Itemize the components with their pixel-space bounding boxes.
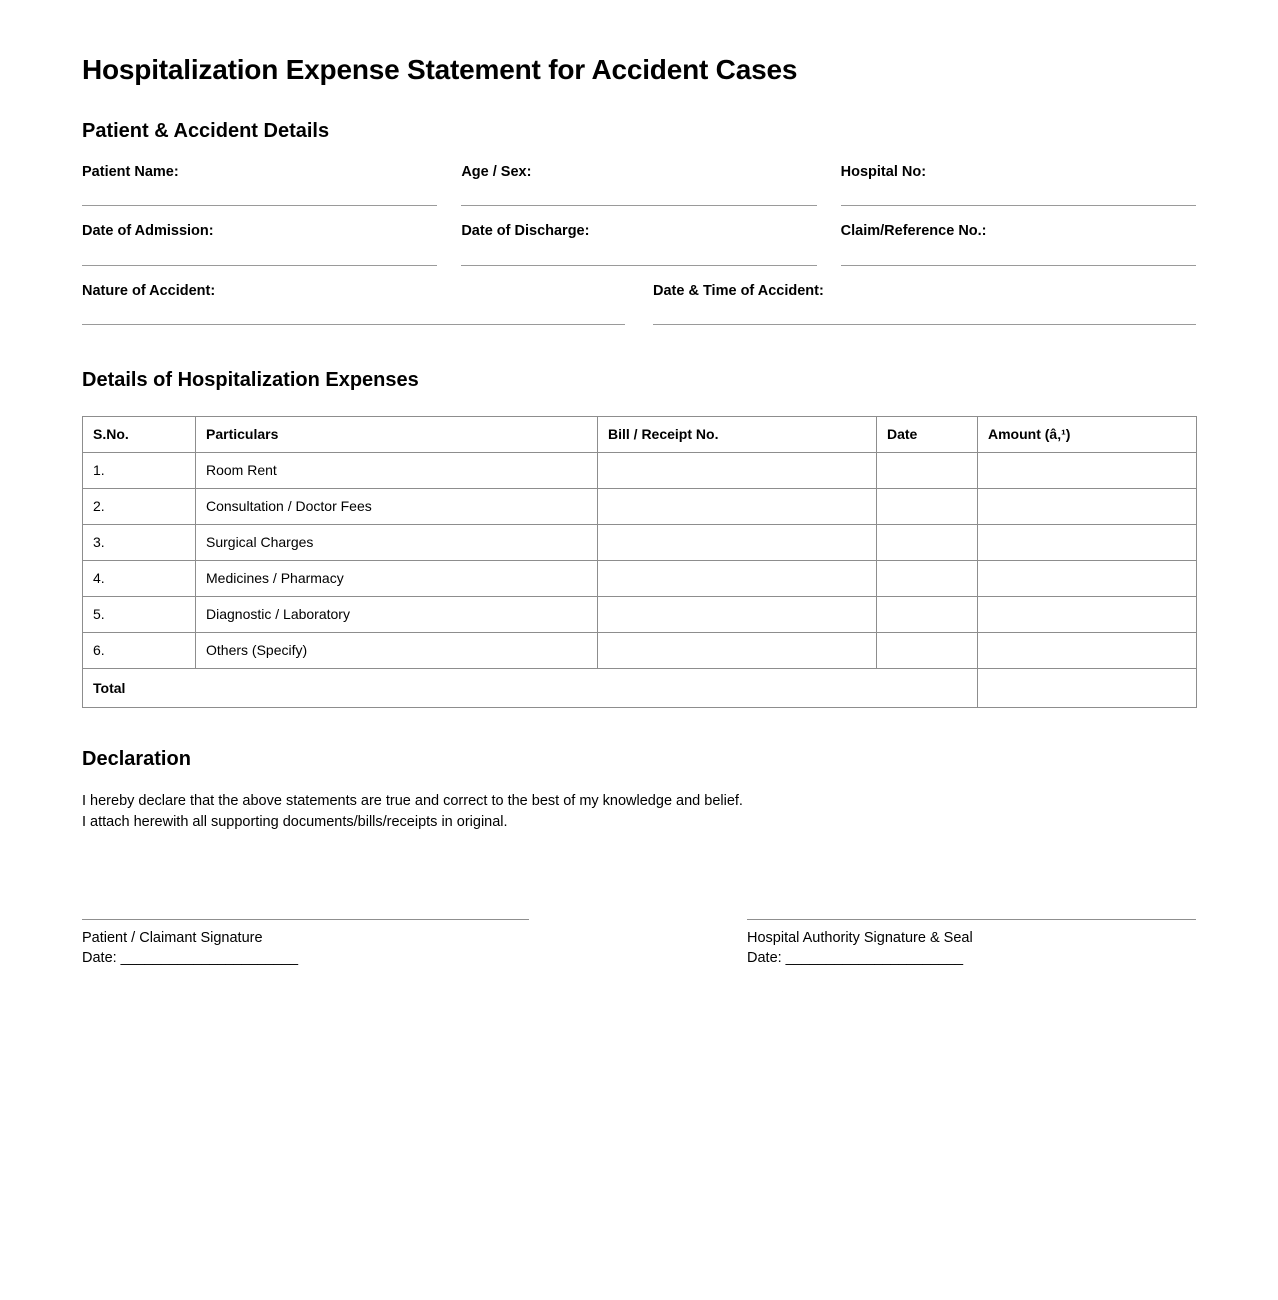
field-date-time-of-accident[interactable] [653,283,1196,325]
field-hospital-no[interactable] [841,164,1196,206]
cell-bill-no[interactable] [598,524,877,560]
field-underline-claim-reference-no [841,265,1196,266]
column-header-particulars: Particulars [196,416,598,452]
table-header-row [83,416,1197,452]
patient-signature-line[interactable] [82,919,529,920]
cell-sno: 1. [83,452,196,488]
patient-signature-block [82,919,529,968]
patient-signature-label: Patient / Claimant Signature [82,930,263,946]
field-label-date-time-of-accident: Date & Time of Accident: [653,282,824,299]
total-label: Total [83,668,978,707]
cell-sno: 4. [83,560,196,596]
field-label-nature-of-accident: Nature of Accident: [82,282,216,299]
total-amount-cell[interactable] [978,668,1197,707]
cell-amount[interactable] [978,488,1197,524]
table-total-row [83,668,1197,707]
cell-amount[interactable] [978,524,1197,560]
cell-date[interactable] [877,632,978,668]
field-date-of-discharge[interactable] [461,223,816,265]
hospital-signature-label: Hospital Authority Signature & Seal [747,930,973,946]
cell-bill-no[interactable] [598,596,877,632]
field-date-of-admission[interactable] [82,223,437,265]
field-row-2 [82,223,1196,265]
hospital-signature-line[interactable] [747,919,1196,920]
field-underline-hospital-no [841,205,1196,206]
cell-date[interactable] [877,560,978,596]
field-label-patient-name: Patient Name: [82,163,179,180]
cell-sno: 6. [83,632,196,668]
field-label-date-of-discharge: Date of Discharge: [461,223,590,240]
cell-sno: 2. [83,488,196,524]
cell-amount[interactable] [978,560,1197,596]
field-nature-of-accident[interactable] [82,283,625,325]
declaration-text [82,791,1196,833]
field-label-date-of-admission: Date of Admission: [82,223,214,240]
table-row [83,524,1197,560]
hospital-signature-block [747,919,1196,968]
field-underline-nature-of-accident [82,324,625,325]
field-patient-name[interactable] [82,164,437,206]
cell-amount[interactable] [978,452,1197,488]
patient-details-fields [82,164,1196,325]
page-title: Hospitalization Expense Statement for Accident Cases [82,54,798,85]
field-underline-date-of-discharge [461,265,816,266]
field-row-3 [82,283,1196,325]
cell-particulars: Diagnostic / Laboratory [196,596,598,632]
cell-date[interactable] [877,596,978,632]
column-header-bill-no: Bill / Receipt No. [598,416,877,452]
expenses-table [82,416,1197,708]
signature-section [82,919,1196,968]
patient-signature-date[interactable]: Date: ______________________ [82,949,299,966]
cell-sno: 5. [83,596,196,632]
field-underline-date-time-of-accident [653,324,1196,325]
cell-particulars: Surgical Charges [196,524,598,560]
declaration-heading: Declaration [82,747,191,770]
column-header-amount: Amount (â‚¹) [978,416,1197,452]
table-row [83,560,1197,596]
field-label-age-sex: Age / Sex: [461,163,532,180]
cell-particulars: Consultation / Doctor Fees [196,488,598,524]
cell-particulars: Medicines / Pharmacy [196,560,598,596]
cell-bill-no[interactable] [598,452,877,488]
cell-amount[interactable] [978,596,1197,632]
declaration-line-2: I attach herewith all supporting documents/bills/receipts in original. [82,813,508,830]
hospital-signature-date[interactable]: Date: ______________________ [747,949,964,966]
field-underline-age-sex [461,205,816,206]
expenses-heading: Details of Hospitalization Expenses [82,368,419,391]
declaration-line-1: I hereby declare that the above statements are true and correct to the best of my knowledge and belief. [82,792,743,809]
table-row [83,452,1197,488]
cell-bill-no[interactable] [598,632,877,668]
field-underline-date-of-admission [82,265,437,266]
cell-bill-no[interactable] [598,488,877,524]
column-header-sno: S.No. [83,416,196,452]
cell-particulars: Room Rent [196,452,598,488]
field-label-claim-reference-no: Claim/Reference No.: [840,223,987,240]
field-underline-patient-name [82,205,437,206]
field-age-sex[interactable] [461,164,816,206]
cell-sno: 3. [83,524,196,560]
cell-particulars: Others (Specify) [196,632,598,668]
column-header-date: Date [877,416,978,452]
cell-date[interactable] [877,524,978,560]
cell-bill-no[interactable] [598,560,877,596]
cell-date[interactable] [877,488,978,524]
field-row-1 [82,164,1196,206]
cell-amount[interactable] [978,632,1197,668]
field-label-hospital-no: Hospital No: [840,163,927,180]
cell-date[interactable] [877,452,978,488]
table-row [83,596,1197,632]
patient-details-heading: Patient & Accident Details [82,119,330,142]
field-claim-reference-no[interactable] [841,223,1196,265]
table-row [83,632,1197,668]
table-row [83,488,1197,524]
